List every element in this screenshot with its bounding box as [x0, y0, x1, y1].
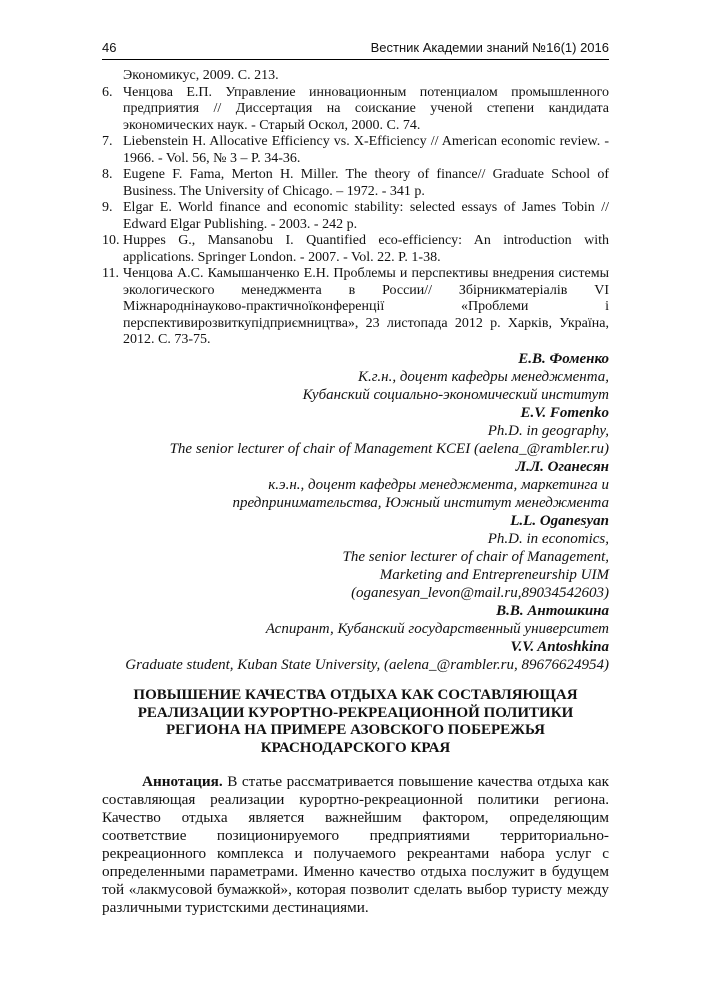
- author-affiliation: Graduate student, Kuban State University, (aelena_@rambler.ru, 89676624954): [125, 657, 609, 673]
- reference-text: Ченцова Е.П. Управление инновационным потенциалом промышленного предприятия // Диссертация на соискание ученой степени кандидата экономических наук. - Старый Оскол, 2000. С. 74.: [123, 84, 609, 133]
- author-name: E.V. Fomenko: [520, 405, 609, 421]
- author-name: В.В. Антошкина: [496, 603, 609, 619]
- author-affiliation: Ph.D. in economics,: [487, 531, 609, 547]
- abstract-text: В статье рассматривается повышение качества отдыха как составляющая реализации курортно-рекреационной политики региона. Качество отдыха является важнейшим фактором, определяющим соответствие позиционируемого предприятиями территориально-рекреационного комплекса и получаемого рекреантами набора услуг с определенными параметрами. Именно качество отдыха послужит в будущем той «лакмусовой бумажкой», которая позволит сделать выбор туристу между различными туристскими дестинациями.: [102, 773, 610, 916]
- title-line: РЕГИОНА НА ПРИМЕРЕ АЗОВСКОГО ПОБЕРЕЖЬЯ: [166, 722, 545, 738]
- reference-item: [102, 266, 609, 349]
- author-affiliation: предпринимательства, Южный институт менеджмента: [232, 495, 609, 511]
- title-line: ПОВЫШЕНИЕ КАЧЕСТВА ОТДЫХА КАК СОСТАВЛЯЮЩАЯ: [133, 687, 578, 703]
- reference-item: [102, 200, 609, 233]
- reference-text: Ченцова А.С. Камышанченко Е.Н. Проблемы и перспективы внедрения системы экологического менеджмента в России// Збірникматеріалів VI Міжнароднінауково-практичноїконференції «Проблеми і перспективирозвиткупідприємництва», 23 листопада 2012 р. Харків, Україна, 2012. С. 73-75.: [123, 266, 609, 347]
- reference-text: Elgar E. World finance and economic stability: selected essays of James Tobin // Edward Elgar Publishing. - 2003. - 242 p.: [123, 200, 609, 232]
- reference-item: [102, 134, 609, 167]
- reference-item: [102, 85, 609, 135]
- reference-text: Экономикус, 2009. С. 213.: [123, 68, 279, 83]
- page-header: [102, 40, 609, 62]
- reference-number: 10.: [102, 233, 120, 248]
- reference-number: 11.: [102, 266, 119, 281]
- reference-number: 6.: [102, 84, 113, 100]
- author-affiliation: The senior lecturer of chair of Management,: [342, 549, 609, 565]
- author-affiliation: К.г.н., доцент кафедры менеджмента,: [358, 369, 609, 385]
- title-line: РЕАЛИЗАЦИИ КУРОРТНО-РЕКРЕАЦИОННОЙ ПОЛИТИКИ: [137, 704, 574, 721]
- reference-number: 9.: [102, 200, 113, 215]
- author-affiliation: Аспирант, Кубанский государственный университет: [265, 621, 609, 637]
- author-block: [102, 350, 609, 674]
- reference-text: Liebenstein H. Allocative Efficiency vs. X-Efficiency // American economic review. - 1966. - Vol. 56, № 3 – P. 34-36.: [123, 134, 609, 166]
- reference-number: 8.: [102, 167, 113, 182]
- reference-item: [102, 233, 609, 266]
- reference-number: 7.: [102, 134, 113, 149]
- author-name: Е.В. Фоменко: [518, 351, 609, 367]
- author-affiliation: Marketing and Entrepreneurship UIM: [379, 567, 609, 583]
- reference-text: Eugene F. Fama, Merton H. Miller. The theory of finance// Graduate School of Business. The University of Chicago. – 1972. - 341 p.: [123, 167, 609, 199]
- author-name: V.V. Antoshkina: [510, 639, 609, 655]
- article-title: [102, 687, 609, 757]
- author-affiliation: The senior lecturer of chair of Management KCEI (aelena_@rambler.ru): [169, 441, 609, 457]
- abstract-paragraph: [102, 773, 609, 917]
- reference-list: [102, 68, 609, 349]
- author-affiliation: (oganesyan_levon@mail.ru,89034542603): [351, 585, 609, 601]
- abstract-label: Аннотация.: [142, 773, 223, 790]
- title-line: КРАСНОДАРСКОГО КРАЯ: [260, 739, 451, 756]
- author-affiliation: Кубанский социально-экономический институт: [302, 387, 609, 403]
- reference-item: [102, 68, 609, 85]
- author-name: Л.Л. Оганесян: [515, 459, 609, 475]
- reference-item: [102, 167, 609, 200]
- author-affiliation: Ph.D. in geography,: [487, 423, 609, 439]
- header-rule: [102, 59, 609, 60]
- page-number: 46: [102, 40, 117, 55]
- journal-title: Вестник Академии знаний №16(1) 2016: [370, 40, 609, 55]
- reference-text: Huppes G., Mansanobu I. Quantified eco-efficiency: An introduction with applications. Springer London. - 2007. - Vol. 22. P. 1-38.: [123, 233, 609, 265]
- author-name: L.L. Oganesyan: [510, 513, 609, 529]
- author-affiliation: к.э.н., доцент кафедры менеджмента, маркетинга и: [268, 477, 609, 493]
